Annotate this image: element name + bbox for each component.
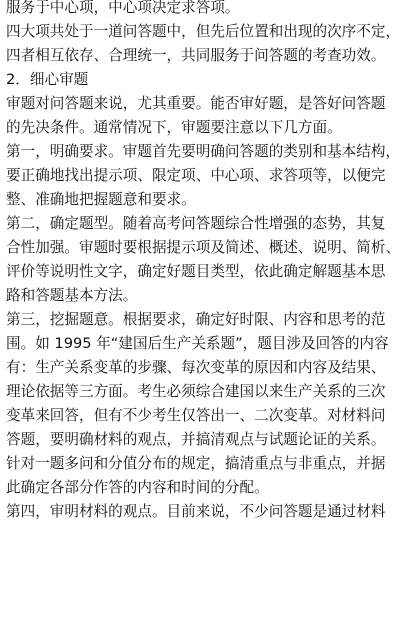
section-heading: 2．细心审题 <box>6 71 89 88</box>
text-line: 审题对问答题来说，尤其重要。能否审好题，是答好问答题 <box>6 95 386 112</box>
text-line: 合性加强。审题时要根据提示项及简述、概述、说明、简析、 <box>6 239 401 256</box>
text-line: 变革来回答，但有不少考生仅答出一、二次变革。对材料问 <box>6 407 386 424</box>
text-line: 第二，确定题型。随着高考问答题综合性增强的态势，其复 <box>6 215 386 232</box>
text-line: 围。如 1995 年“建国后生产关系题”，题目涉及回答的内容 <box>6 335 389 352</box>
text-line: 服务于中心项，中心项决定求答项。 <box>6 0 240 16</box>
text-line: 第一，明确要求。审题首先要明确问答题的类别和基本结构， <box>6 143 401 160</box>
text-line: 第四，审明材料的观点。目前来说，不少问答题是通过材料 <box>6 503 386 520</box>
text-line: 要正确地找出提示项、限定项、中心项、求答项等，以便完 <box>6 167 386 184</box>
text-line: 理论依据等三方面。考生必须综合建国以来生产关系的三次 <box>6 383 386 400</box>
text-line: 评价等说明性文字，确定好题目类型，依此确定解题基本思 <box>6 263 386 280</box>
text-line: 四者相互依存、合理统一，共同服务于问答题的考查功效。 <box>6 47 386 64</box>
text-line: 四大项共处于一道问答题中，但先后位置和出现的次序不定， <box>6 23 401 40</box>
text-line: 路和答题基本方法。 <box>6 287 138 304</box>
document-body <box>6 0 404 524</box>
text-line: 第三，挖掘题意。根据要求，确定好时限、内容和思考的范 <box>6 311 386 328</box>
text-line: 有：生产关系变革的步骤、每次变革的原因和内容及结果、 <box>6 359 386 376</box>
text-line: 针对一题多问和分值分布的规定，搞清重点与非重点，并据 <box>6 455 386 472</box>
text-line: 整、准确地把握题意和要求。 <box>6 191 196 208</box>
text-line: 此确定各部分作答的内容和时间的分配。 <box>6 479 269 496</box>
text-line: 的先决条件。通常情况下，审题要注意以下几方面。 <box>6 119 342 136</box>
text-line: 答题，要明确材料的观点，并搞清观点与试题论证的关系。 <box>6 431 386 448</box>
